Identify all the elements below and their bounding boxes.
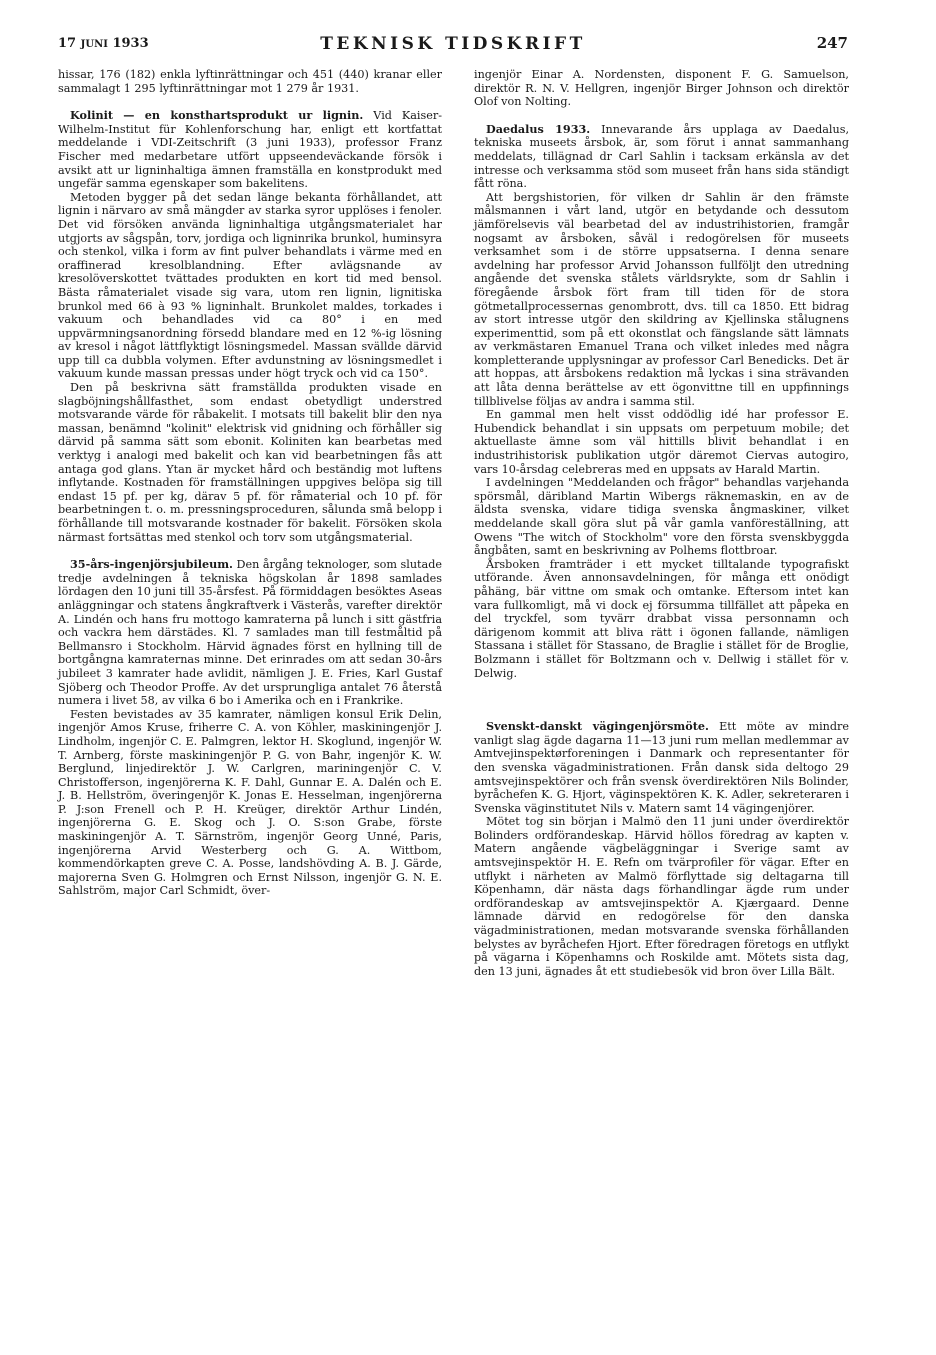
jubileum-text-1: Den årgång teknologer, som slutade tredje avdelningen å tekniska högskolan år 1898 samlades lördagen den 10 juni till 35-årsfest. På förmiddagen besöktes Aseas anläggningar och statens ångkraftverk i Västerås, varefter direktör A. Lindén och hans fru mottogo kamraterna på lunch i sitt gästfria och vackra hem därstädes. Kl. 7 samlades man till festmåltid på Bellmansro i Stockholm. Härvid ägnades först en hyllning till de bortgångna kamraternas minne. Det erinrades om att sedan 30-års jubileet 3 kamrater hade avlidit, nämligen J. E. Fries, Karl Gustaf Sjöberg och Theodor Proffe. Av det ursprungliga antalet 76 återstå numera i livet 58, av vilka 6 bo i Amerika och en i Frankrike. <box>58 558 442 708</box>
jubileum-heading: 35-års-ingenjörsjubileum. <box>70 557 233 572</box>
daedalus-heading: Daedalus 1933. <box>486 121 591 136</box>
journal-title: TEKNISK TIDSKRIFT <box>320 34 586 54</box>
jubileum-paragraph-1 <box>58 558 442 708</box>
left-column <box>58 68 442 898</box>
daedalus-paragraph-5: Årsboken framträder i ett mycket tilltalande typografiskt utförande. Även annonsavdelningen, för många ett onödigt påhäng, bär vittne om smak och omtanke. Eftersom intet kan vara fullkomligt, må vi dock ej försumma tillfället att påpeka en del tryckfel, som tyvärr drabbat vissa personnamn och därigenom kommit att bliva rätt i ögonen fallande, nämligen Stassana i stället för Stassano, de Braglie i stället för de Broglie, Bolzmann i stället för Boltzmann och v. Dellwig i stället för v. Delwig. <box>474 557 849 680</box>
vagmote-paragraph-2: Mötet tog sin början i Malmö den 11 juni under överdirektör Bolinders ordförandeskap. Härvid höllos föredrag av kapten v. Matern angående vägbeläggningar i Sverige samt av amtsvejinspektör H. E. Refn om tvärprofiler för vägar. Efter en utflykt i närheten av Malmö förflyttade sig deltagarna till Köpenhamn, där nästa dags förhandlingar ägde rum under ordförandeskap av amtsvejinspektör A. Kjærgaard. Denne lämnade därvid en redogörelse för den danska vägadministrationen, medan motsvarande svenska förhållanden belystes av byråchefen Hjort. Efter föredragen företogs en utflykt på vägarna i Köpenhamns och Roskilde amt. Mötets sista dag, den 13 juni, ägnades åt ett studiebesök vid bron över Lilla Bält. <box>474 815 849 978</box>
kolinit-paragraph-2: Metoden bygger på det sedan länge bekanta förhållandet, att lignin i närvaro av små mängder av starka syror upplöses i fenoler. Det vid försöken använda ligninhaltiga utgångsmaterialet har utgjorts av sågspån, torv, jordiga och ligninrika brunkol, huminsyra och stenkol, vilka i form av fint pulver behandlats i värme med en oraffinerad kresolblandning. Efter avlägsnande av kresolöverskottet tvättades produkten en kort tid med bensol. Bästa råmaterialet visade sig vara, utom ren lignin, lignitiska brunkol med 66 à 93 % ligninhalt. Brunkolet maldes, torkades i vakuum och behandlades vid ca 80° i en med uppvärmningsanordning försedd blandare med en 12 %-ig lösning av kresol i något lättflyktigt lösningsmedel. Massan svällde därvid upp till ca dubbla volymen. Efter avdunstning av lösningsmedlet i vakuum kunde massan pressas under högt tryck och vid ca 150°. <box>58 190 442 381</box>
intro-paragraph: hissar, 176 (182) enkla lyftinrättningar och 451 (440) kranar eller sammalagt 1 295 lyftinrättningar mot 1 279 år 1931. <box>58 68 442 95</box>
kolinit-paragraph-3: Den på beskrivna sätt framställda produkten visade en slagböjningshållfasthet, som endast obetydligt understred motsvarande värde för råbakelit. I motsats till bakelit blir den nya massan, benämnd "kolinit" elektrisk vid gnidning och förhåller sig därvid på samma sätt som ebonit. Koliniten kan bearbetas med verktyg i analogi med bakelit och kan vid bearbetningen fås att antaga god glans. Ytan är mycket hård och beständig mot luftens inflytande. Kostnaden för framställningen uppgives belöpa sig till endast 15 pf. per kg, därav 5 pf. för råmaterial och 10 pf. för bearbetningen t. o. m. pressningsproceduren, sålunda små belopp i förhållande till motsvarande kostnader för bakelit. Försöken skola närmast fortsättas med stenkol och torv som utgångsmaterial. <box>58 381 442 544</box>
daedalus-text-1: Innevarande års upplaga av Daedalus, tekniska museets årsbok, är, som förut i annat sammanhang meddelats, tillägnad dr Carl Sahlin i tacksam erkänsla av det intresse och verksamma stöd som museet från hans sida ständigt fått röna. <box>474 122 849 191</box>
right-column <box>474 68 849 978</box>
page-number: 247 <box>816 34 848 52</box>
vagmote-paragraph-1 <box>474 720 849 815</box>
kolinit-heading: Kolinit — en konsthartsprodukt ur lignin. <box>70 108 364 123</box>
date-year: 1933 <box>112 36 149 51</box>
continued-paragraph: ingenjör Einar A. Nordensten, disponent F. G. Samuelson, direktör R. N. V. Hellgren, ingenjör Birger Johnson och direktör Olof von Nolting. <box>474 68 849 109</box>
kolinit-text-1: Vid Kaiser-Wilhelm-Institut für Kohlenforschung har, enligt ett kortfattat meddelande i VDI-Zeitschrift (3 juni 1933), professor Franz Fischer med medarbetare utfört uppseendeväckande försök i avsikt att ur ligninhaltiga ämnen framställa en konstprodukt med ungefär samma egenskaper som bakelitens. <box>58 109 442 191</box>
vagmote-heading: Svenskt-danskt vägingenjörsmöte. <box>486 719 709 734</box>
date-month: JUNI <box>80 39 108 50</box>
kolinit-paragraph-1 <box>58 109 442 191</box>
daedalus-paragraph-1 <box>474 123 849 191</box>
jubileum-paragraph-2: Festen bevistades av 35 kamrater, nämligen konsul Erik Delin, ingenjör Amos Kruse, friherre C. A. von Köhler, maskiningenjör J. Lindholm, ingenjör C. E. Palmgren, lektor H. Skoglund, ingenjör W. T. Arnberg, förste maskiningenjör P. G. von Bahr, ingenjör K. W. Berglund, linjedirektör J. W. Carlgren, mariningenjör C. V. Christofferson, ingenjörerna K. F. Dahl, Gunnar E. A. Dalén och E. J. B. Hellström, överingenjör K. Jonas E. Hesselman, ingenjörerna P. J:son Frenell och P. H. Kreüger, direktör Arthur Lindén, ingenjörerna G. E. Skog och J. O. S:son Grabe, förste maskiningenjör A. T. Särnström, ingenjör Georg Unné, Paris, ingenjörerna Arvid Westerberg och G. A. Wittbom, kommendörkapten greve C. A. Posse, landshövding A. B. J. Gärde, majorerna Sven G. Holmgren och Ernst Nilsson, ingenjör G. N. E. Sahlström, major Carl Schmidt, över- <box>58 707 442 898</box>
vagmote-text-1: Ett möte av mindre vanligt slag ägde dagarna 11—13 juni rum mellan medlemmar av Amtvejinspektørforeningen i Danmark och representanter för den svenska vägadministrationen. Från dansk sida deltogo 29 amtsvejinspektörer och från svensk överdirektören Nils Bolinder, byråchefen K. G. Hjort, väginspektören K. K. Adler, sekreteraren i Svenska väginstitutet Nils v. Matern samt 14 vägingenjörer. <box>474 720 849 815</box>
running-header <box>58 34 848 56</box>
date-day: 17 <box>58 36 77 51</box>
daedalus-paragraph-3: En gammal men helt visst oddödlig idé har professor E. Hubendick behandlat i sin uppsats om perpetuum mobile; det aktuellaste ämne som väl hittills blivit behandlat i en industrihistorisk publikation utgör däremot Ciervas autogiro, vars 10-årsdag celebreras med en uppsats av Harald Martin. <box>474 408 849 476</box>
daedalus-paragraph-2: Att bergshistorien, för vilken dr Sahlin är den främste målsmannen i vårt land, utgör en betydande och dessutom jämförelsevis väl bearbetad del av industrihistorien, framgår nogsamt av årsboken, såväl i redogörelsen för museets verksamhet som i de större uppsatserna. I denna senare avdelning har professor Arvid Johansson fullföljt den utredning angående det svenska stålets världsrykte, som dr Sahlin i föregående årsbok fört fram till tiden för de stora götmetallprocessernas genombrott, dvs. till ca 1850. Ett bidrag av stort intresse utgör den skildring av Kjellinska stålugnens experimenttid, som på ett okonstlat och fängslande sätt lämnats av verkmästaren Emanuel Trana och vilket inledes med några kompletterande upplysningar av professor Carl Benedicks. Det är att hoppas, att årsbokens redaktion må lyckas i sina strävanden att låta denna berättelse av ett ögonvittne till en uppfinnings tillblivelse följas av andra i samma stil. <box>474 190 849 408</box>
daedalus-paragraph-4: I avdelningen "Meddelanden och frågor" behandlas varjehanda spörsmål, däribland Martin Wibergs räknemaskin, en av de äldsta svenska, vidare tidiga svenska ångmaskiner, vilket meddelande skall göra slut på vår gamla vanföreställning, att Owens "The witch of Stockholm" vore den första svenskbyggda ångbåten, samt en beskrivning av Polhems flottbroar. <box>474 476 849 558</box>
